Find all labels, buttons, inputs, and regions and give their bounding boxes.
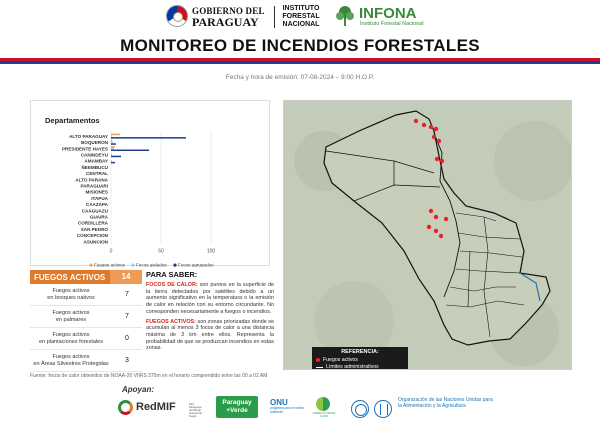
category-label: ALTO PARANA <box>75 177 108 183</box>
tree-icon <box>334 4 356 28</box>
para-saber-title: PARA SABER: <box>146 270 198 279</box>
blue-stripe <box>0 61 600 64</box>
para-saber-section <box>146 270 274 355</box>
gcf-name: GREEN CLIMATE FUND <box>312 411 336 418</box>
institute-line1: INSTITUTO <box>282 5 320 12</box>
fire-point <box>435 157 439 161</box>
redmif-name: RedMIF <box>136 401 176 413</box>
departments-chart <box>30 100 270 266</box>
legend-swatch <box>131 264 134 267</box>
chart-title: Departamentos <box>45 116 100 125</box>
legend-fires <box>316 357 404 363</box>
category-label: CENTRAL <box>86 171 108 177</box>
legend-limits <box>316 364 404 370</box>
fao-emblem-icon <box>374 400 392 418</box>
institute-line3: NACIONAL <box>282 21 320 28</box>
un-emblem-icon <box>351 400 369 418</box>
legend-swatch <box>89 264 92 267</box>
onu-subtitle: programa para el medio ambiente <box>270 406 304 414</box>
infona-name: INFONA <box>359 5 417 22</box>
institute-line2: FORESTAL <box>282 13 320 20</box>
legend-title: REFERENCIA: <box>341 349 379 355</box>
infona-logo <box>334 4 434 30</box>
onu-logo <box>270 398 304 414</box>
legend-label: Fuegos activos <box>94 262 125 267</box>
bar-fuegos-activos <box>111 146 115 148</box>
fire-point <box>414 119 418 123</box>
x-tick-label: 50 <box>158 248 164 255</box>
fire-category-value: 7 <box>125 313 129 320</box>
fires-header-total: 14 <box>110 270 142 284</box>
category-label: CANINDEYU <box>80 152 108 158</box>
category-label: SAN PEDRO <box>80 226 108 232</box>
focos-text: son puntos en la superficie de la tierra detectados por satélites debido a un aumento significativo en la temperatura o la emisión de calor en relación con su entorno circundante. No corresponden necesariamente a fuegos o incendios. <box>146 282 274 315</box>
fuegos-term: FUEGOS ACTIVOS: <box>146 318 196 325</box>
category-label: MISIONES <box>85 189 108 195</box>
category-label: ASUNCION <box>83 239 108 245</box>
legend-label: Focos aislados <box>136 262 167 267</box>
x-tick-label: 100 <box>206 248 216 255</box>
boundary-line-icon <box>316 367 323 368</box>
national-seal-icon <box>166 5 188 27</box>
redmif-logo <box>118 399 208 417</box>
fire-point <box>422 123 426 127</box>
table-row <box>30 350 142 372</box>
fires-header-label: FUEGOS ACTIVOS <box>34 272 106 282</box>
paraguay-map <box>283 100 572 370</box>
fire-point <box>434 127 438 131</box>
category-label: CAAGUAZU <box>81 208 108 214</box>
redmif-ring-icon <box>118 400 133 415</box>
bar-focos-aislados <box>111 154 112 156</box>
legend-swatch <box>173 264 176 267</box>
gobierno-line2: PARAGUAY <box>192 15 259 29</box>
fire-category-label: Fuegos activos en bosques nativos <box>47 288 95 301</box>
bar-focos-aislados <box>111 142 113 144</box>
fire-point <box>444 217 448 221</box>
map-svg <box>284 101 572 370</box>
fires-table-header <box>30 270 142 284</box>
bar-focos-agrupados <box>111 150 149 152</box>
table-row <box>30 328 142 350</box>
header-divider <box>274 6 275 28</box>
gcf-logo <box>310 397 338 421</box>
table-row <box>30 306 142 328</box>
legend-fires-label: Fuegos activos <box>323 357 358 363</box>
category-label: ITAPUA <box>91 195 108 201</box>
focos-definition <box>146 282 274 316</box>
category-label: CONCEPCION <box>76 233 108 239</box>
category-label: CAAZAPA <box>85 202 108 208</box>
fire-category-label: Fuegos activos en palmares <box>52 310 90 323</box>
institute-name <box>278 5 324 29</box>
data-source: Fuente: focos de calor obtenidos de NOAA-20 VIIRS 375m en el horario comprendido entre las 00 a 02 AM <box>30 373 268 379</box>
legend-label: Focos agrupados <box>178 262 214 267</box>
bar-focos-aislados <box>111 160 112 162</box>
bar-focos-aislados <box>111 135 112 137</box>
bar-focos-agrupados <box>111 162 115 164</box>
redmif-subtitle: Red Paraguaya de Manejo Integral del Fuego <box>189 403 202 418</box>
fuegos-text: son zonas priorizadas donde se acumulan al menos 3 focos de calor a una distancia máxima de 3 km entre ellos. Representa la probabilidad de que se produzcan incendios en estas zonas. <box>146 318 274 352</box>
chart-svg <box>31 101 271 267</box>
fire-category-label: Fuegos activos en plantaciones forestales <box>39 332 103 345</box>
fire-point <box>427 225 431 229</box>
fire-dot-icon <box>316 358 320 362</box>
table-row <box>30 284 142 306</box>
bar-focos-agrupados <box>111 156 121 158</box>
gobierno-logo <box>166 4 270 30</box>
focos-term: FOCOS DE CALOR: <box>146 282 198 288</box>
emission-date: Fecha y hora de emisión: 07-08-2024 – 9:00 H.O.P. <box>225 74 375 81</box>
category-label: ALTO PARAGUAY <box>69 133 108 139</box>
fire-category-value: 7 <box>125 291 129 298</box>
gcf-circle-icon <box>316 397 330 411</box>
x-tick-label: 0 <box>109 248 113 255</box>
fire-point <box>439 234 443 238</box>
category-label: GUAIRA <box>89 214 108 220</box>
fuegos-definition <box>146 319 274 353</box>
apoyan-label: Apoyan: <box>122 385 154 394</box>
onu-name: ONU <box>270 398 288 407</box>
map-legend <box>312 347 408 370</box>
fire-point <box>440 159 444 163</box>
category-label: PRESIDENTE HAYES <box>61 146 108 152</box>
fire-point <box>437 139 441 143</box>
bar-fuegos-activos <box>111 134 120 136</box>
gobierno-line1: GOBIERNO DEL <box>192 6 265 16</box>
legend-limits-label: Límites administrativos <box>326 364 379 370</box>
fire-category-value: 0 <box>125 335 129 342</box>
bar-focos-agrupados <box>111 143 116 145</box>
fire-point <box>429 125 433 129</box>
fao-name: Organización de las Naciones Unidas para la Alimentación y la Agricultura <box>398 397 493 409</box>
fire-point <box>432 135 436 139</box>
bar-fuegos-activos <box>111 140 112 142</box>
fire-point <box>434 215 438 219</box>
header <box>0 0 600 34</box>
paraguay-verde-logo: Paraguay +Verde <box>216 396 258 418</box>
category-label: BOQUERON <box>80 140 108 146</box>
fire-category-value: 3 <box>125 357 129 364</box>
fires-table <box>30 270 142 372</box>
page-title: MONITOREO DE INCENDIOS FORESTALES <box>120 36 480 55</box>
bar-focos-agrupados <box>111 137 186 139</box>
fire-category-label: Fuegos activos en Áreas Silvestres Protegidas <box>33 354 109 367</box>
infona-subtitle: Instituto Forestal Nacional <box>360 21 424 27</box>
category-label: PARAGUARI <box>80 183 108 189</box>
category-label: CORDILLERA <box>77 220 108 226</box>
bar-focos-aislados <box>111 148 114 150</box>
fire-point <box>429 209 433 213</box>
category-label: ÑEEMBUCU <box>81 164 108 170</box>
fire-point <box>434 229 438 233</box>
category-label: AMAMBAY <box>84 158 108 164</box>
